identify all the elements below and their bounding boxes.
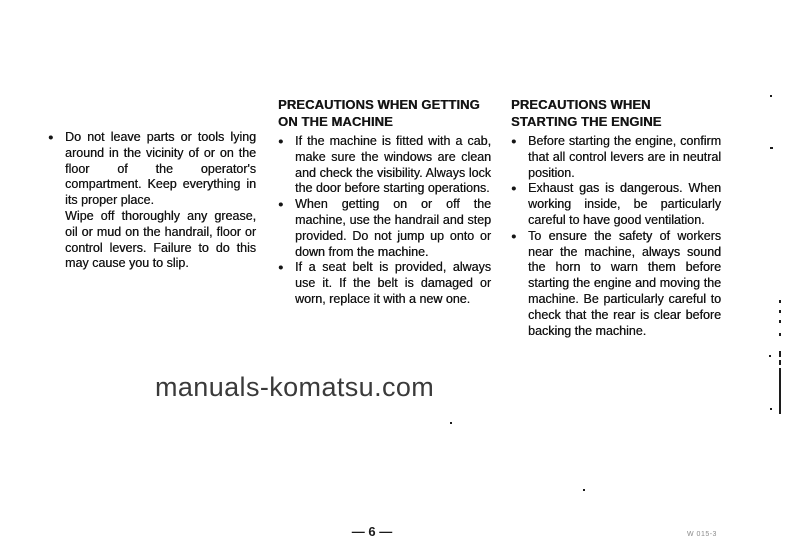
list-item-text: If a seat belt is provided, always use it. If the belt is damaged or worn, replace it with a new one.: [295, 260, 491, 306]
list-item-text: If the machine is fitted with a cab, make sure the windows are clean and check the visibility. Always lock the door before starting operations.: [295, 134, 491, 196]
heading-line: PRECAUTIONS WHEN: [511, 97, 651, 112]
bullet-icon: ●: [278, 136, 284, 146]
list-item-text: When getting on or off the machine, use the handrail and step provided. Do not jump up onto or down from the machine.: [295, 197, 491, 259]
scan-artifact: [779, 368, 781, 414]
scan-artifact: [779, 360, 781, 365]
section-heading-starting-engine: [511, 96, 721, 130]
column-left: [48, 130, 256, 272]
list-item: [511, 134, 721, 181]
paragraph: Do not leave parts or tools lying around in the vicinity of or on the floor of the operator's compartment. Keep everything in its proper place.: [65, 130, 256, 208]
scan-artifact: [779, 300, 781, 303]
column-right: [511, 96, 721, 339]
page-number: — 6 —: [351, 524, 393, 539]
scan-artifact: [779, 320, 781, 323]
scan-artifact: [770, 95, 772, 97]
list-item: [278, 260, 491, 307]
list-item: [278, 134, 491, 197]
heading-line: ON THE MACHINE: [278, 114, 393, 129]
print-code: W 015-3: [687, 531, 717, 538]
list-item-text: Exhaust gas is dangerous. When working inside, be particularly careful to have good ventilation.: [528, 181, 721, 227]
scan-artifact: [583, 489, 585, 491]
scan-artifact: [779, 351, 781, 357]
list-item: [48, 130, 256, 272]
watermark-text: manuals-komatsu.com: [155, 372, 435, 402]
bullet-icon: ●: [278, 199, 284, 210]
bullet-icon: ●: [511, 136, 517, 146]
scan-artifact: [779, 333, 781, 336]
scan-artifact: [770, 147, 773, 149]
heading-line: STARTING THE ENGINE: [511, 114, 662, 129]
section-heading-getting-on: [278, 96, 491, 130]
bullet-icon: ●: [278, 262, 284, 273]
list-item-text: Before starting the engine, confirm that all control levers are in neutral position.: [528, 134, 721, 180]
bullet-icon: ●: [48, 132, 54, 142]
list-item-text: To ensure the safety of workers near the machine, always sound the horn to warn them before starting the engine and moving the machine. Be particularly careful to check that the rear is clear before backing the machine.: [528, 228, 721, 338]
scan-artifact: [769, 355, 771, 357]
list-item: [278, 197, 491, 260]
scan-artifact: [770, 408, 772, 410]
list-item-text: [65, 130, 256, 272]
bullet-icon: ●: [511, 230, 517, 241]
column-middle: [278, 96, 491, 308]
bullet-icon: ●: [511, 183, 517, 194]
heading-line: PRECAUTIONS WHEN GETTING: [278, 97, 480, 112]
scan-artifact: [450, 422, 452, 424]
paragraph: Wipe off thoroughly any grease, oil or mud on the handrail, floor or control levers. Failure to do this may cause you to slip.: [65, 208, 256, 271]
scan-artifact: [779, 310, 781, 313]
list-item: [511, 181, 721, 228]
list-item: [511, 229, 721, 340]
